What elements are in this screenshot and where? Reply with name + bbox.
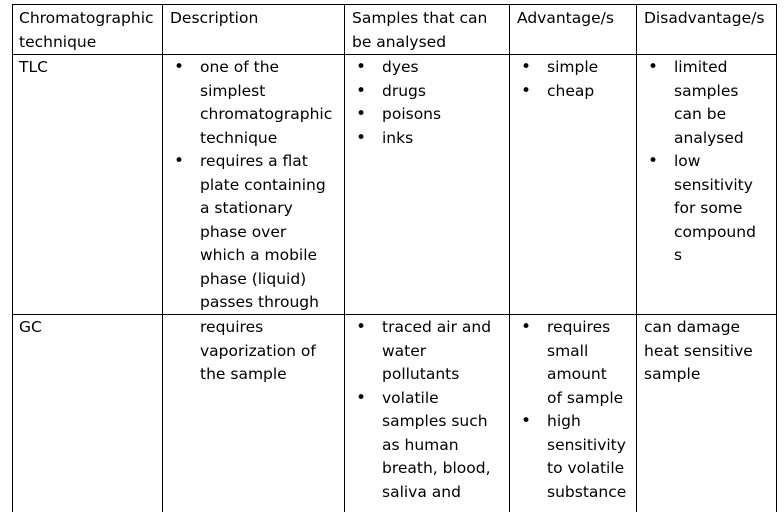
- chromatography-table: [12, 4, 777, 512]
- row-gc-advantages: [517, 316, 626, 504]
- header-divider: [12, 54, 777, 55]
- column-divider: [162, 4, 163, 512]
- list-item: • low sensitivity for some compound s: [644, 150, 756, 268]
- list-item: • cheap: [517, 80, 598, 104]
- column-divider: [509, 4, 510, 512]
- table-border-right: [776, 4, 777, 512]
- header-advantages: Advantage/s: [517, 9, 614, 27]
- column-divider: [636, 4, 637, 512]
- row-tlc-disadvantages: [644, 56, 756, 268]
- list-item: • one of the simplest chromatographic technique: [170, 56, 332, 150]
- header-disadvantages: Disadvantage/s: [644, 9, 765, 27]
- row-gc-disadvantages: can damage heat sensitive sample: [644, 318, 753, 383]
- list-item: • inks: [352, 127, 441, 151]
- row-gc-technique: GC: [19, 318, 42, 336]
- list-item: • requires small amount of sample: [517, 316, 626, 410]
- row-tlc-description: [170, 56, 332, 315]
- row-divider: [12, 314, 777, 315]
- row-tlc-advantages: [517, 56, 598, 103]
- list-item: • requires a flat plate containing a stationary phase over which a mobile phase (liquid) passes through: [170, 150, 332, 315]
- table-border-left: [12, 4, 13, 512]
- list-item: • poisons: [352, 103, 441, 127]
- list-item: • drugs: [352, 80, 441, 104]
- row-tlc-technique: TLC: [19, 58, 48, 76]
- column-divider: [344, 4, 345, 512]
- table-border-top: [12, 4, 777, 5]
- row-gc-description: requires vaporization of the sample: [200, 318, 316, 383]
- row-tlc-samples: [352, 56, 441, 150]
- header-description: Description: [170, 9, 259, 27]
- row-gc-samples: [352, 316, 491, 504]
- header-samples: Samples that can be analysed: [352, 9, 488, 51]
- list-item: • limited samples can be analysed: [644, 56, 756, 150]
- list-item: • simple: [517, 56, 598, 80]
- list-item: • volatile samples such as human breath, blood, saliva and: [352, 387, 491, 505]
- list-item: • traced air and water pollutants: [352, 316, 491, 387]
- list-item: • dyes: [352, 56, 441, 80]
- list-item: • high sensitivity to volatile substance: [517, 410, 626, 504]
- header-technique: Chromatographic technique: [19, 9, 154, 51]
